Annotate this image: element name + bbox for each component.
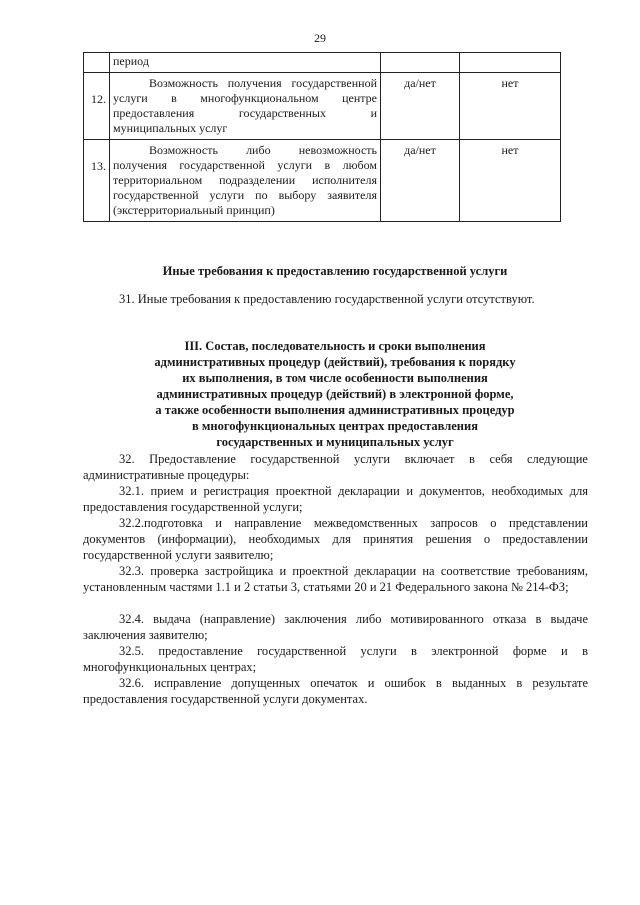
paragraph-32-2: 32.2.подготовка и направление межведомственных запросов о представлении документов (информации), необходимых для принятия решения о предоставлении государственной услуги заявителю; [83, 516, 588, 562]
row-description: период [110, 53, 381, 73]
paragraph-32-6: 32.6. исправление допущенных опечаток и ошибок в выданных в результате предоставления государственной услуги документах. [83, 676, 588, 706]
paragraph-32: 32. Предоставление государственной услуги включает в себя следующие административные процедуры: [83, 452, 588, 482]
other-requirements-heading: Иные требования к предоставлению государственной услуги [162, 264, 508, 278]
table-row [84, 53, 561, 73]
row-value [460, 53, 561, 73]
paragraph-31: 31. Иные требования к предоставлению государственной услуги отсутствуют. [119, 292, 535, 306]
row-value: да/нет [381, 140, 460, 222]
paragraph-32-1: 32.1. прием и регистрация проектной декларации и документов, необходимых для предоставления государственной услуги; [83, 484, 588, 514]
table-row [84, 140, 561, 222]
paragraph-32-5: 32.5. предоставление государственной услуги в электронной форме и в многофункциональных центрах; [83, 644, 588, 674]
page-number: 29 [314, 31, 326, 45]
row-number [84, 53, 110, 73]
requirements-table [83, 52, 561, 222]
row-number: 12. [91, 92, 106, 106]
row-value: нет [460, 140, 561, 222]
row-number: 13. [91, 159, 106, 173]
paragraph-32-3: 32.3. проверка застройщика и проектной декларации на соответствие требованиям, установленным частями 1.1 и 2 статьи 3, статьями 20 и 21 Федерального закона № 214-ФЗ; [83, 564, 588, 594]
table-row [84, 73, 561, 140]
row-value [381, 53, 460, 73]
row-value: нет [460, 73, 561, 140]
paragraph-32-4: 32.4. выдача (направление) заключения либо мотивированного отказа в выдаче заключения заявителю; [83, 612, 588, 642]
row-description: Возможность получения государственной услуги в многофункциональном центре предоставления государственных и муниципальных услуг [110, 73, 381, 140]
row-description: Возможность либо невозможность получения государственной услуги в любом территориальном подразделении исполнителя государственной услуги по выбору заявителя (экстерриториальный принцип) [110, 140, 381, 222]
section-3-heading: III. Состав, последовательность и сроки выполнения административных процедур (действий), требования к порядку их выполнения, в том числе особенности выполнения административных процедур (действий) в электронной форме, а также особенности выполнения административных процедур в многофункциональных центрах предоставления государственных и муниципальных услуг [154, 339, 516, 449]
row-value: да/нет [381, 73, 460, 140]
